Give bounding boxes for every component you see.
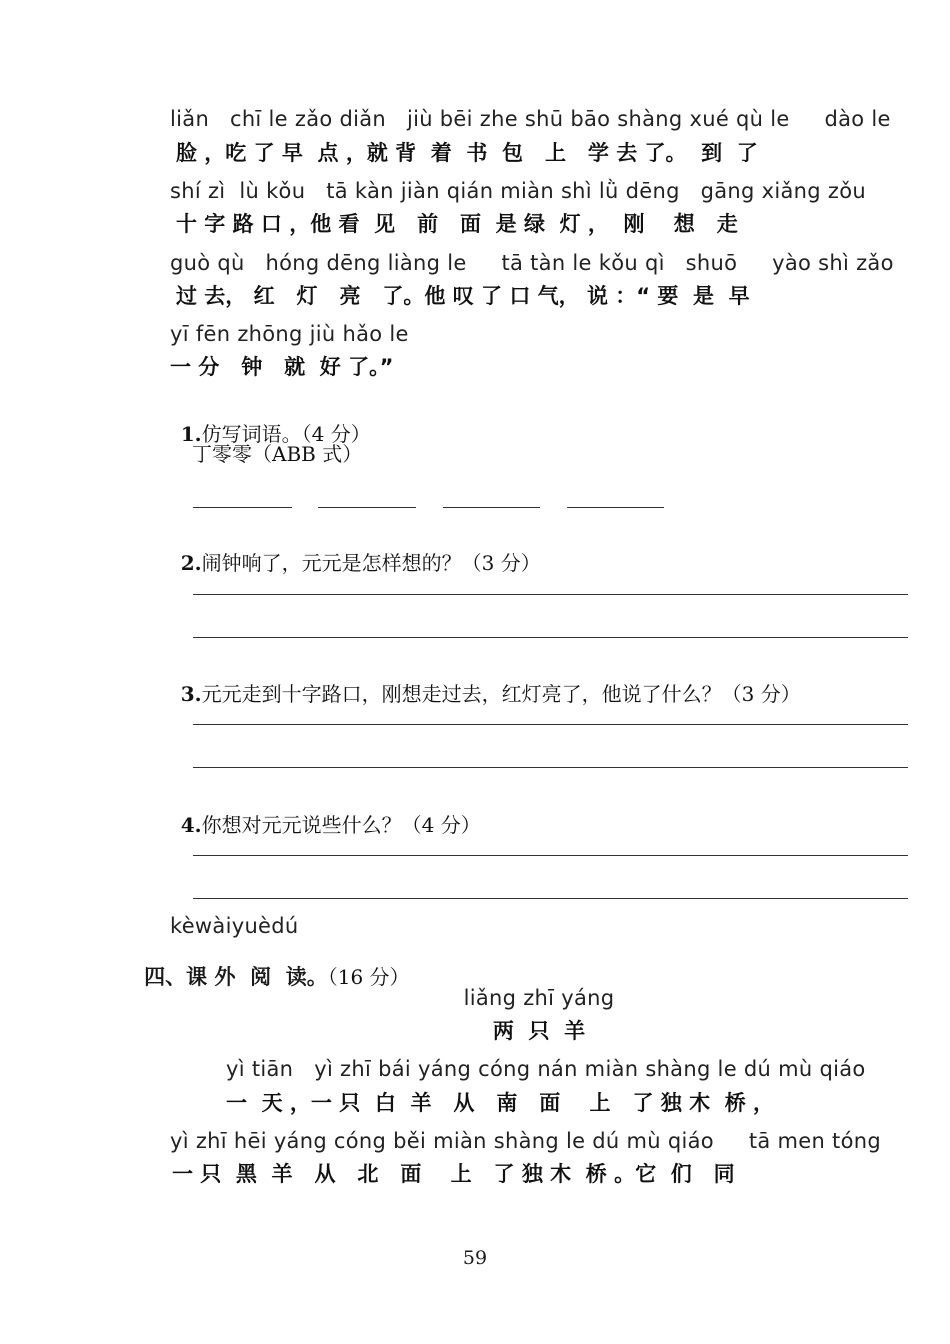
answer-line-4a[interactable]: [193, 855, 908, 856]
question-2: [168, 523, 541, 576]
answer-blank-2[interactable]: [318, 507, 416, 508]
passage2-title-pinyin: liǎng zhī yáng: [463, 986, 615, 1010]
answer-line-3a[interactable]: [193, 724, 908, 725]
question-3-number: 3.: [180, 682, 202, 706]
passage1-pinyin-row-4: yī fēn zhōng jiù hǎo le: [170, 322, 409, 346]
question-1-number: 1.: [180, 422, 202, 446]
answer-blank-1[interactable]: [193, 507, 292, 508]
question-2-text: 闹钟响了，元元是怎样想的？（3 分）: [201, 551, 541, 575]
answer-line-3b[interactable]: [193, 767, 908, 768]
passage1-hanzi-row-1: 脸 ，吃 了 早 点 ，就 背 着 书 包 上 学 去 了。 到 了: [176, 141, 758, 165]
section-4-pinyin: kèwàiyuèdú: [170, 914, 299, 938]
passage2-pinyin-row-1: yì tiān yì zhī bái yáng cóng nán miàn shàng le dú mù qiáo: [226, 1057, 866, 1081]
passage1-pinyin-row-3: guò qù hóng dēng liàng le tā tàn le kǒu qì shuō yào shì zǎo: [170, 251, 894, 275]
passage2-hanzi-row-1: 一 天 ，一 只 白 羊 从 南 面 上 了 独 木 桥 ，: [226, 1091, 775, 1115]
passage1-hanzi-row-3: 过 去， 红 灯 亮 了。他 叹 了 口 气， 说 ：“ 要 是 早: [176, 284, 750, 308]
passage1-pinyin-row-2: shí zì lù kǒu tā kàn jiàn qián miàn shì lǜ dēng gāng xiǎng zǒu: [170, 179, 866, 203]
question-4: [168, 785, 481, 838]
section-4-score: （16 分）: [327, 965, 410, 989]
question-3-text: 元元走到十字路口，刚想走过去，红灯亮了，他说了什么？（3 分）: [201, 682, 801, 706]
answer-blank-4[interactable]: [567, 507, 664, 508]
question-4-text: 你想对元元说些什么？（4 分）: [201, 813, 481, 837]
answer-line-2a[interactable]: [193, 594, 908, 595]
question-2-number: 2.: [180, 551, 202, 575]
passage1-hanzi-row-4: 一 分 钟 就 好 了。”: [170, 355, 394, 379]
question-1-text: 仿写词语。（4 分）: [201, 422, 371, 446]
passage2-title: 两 只 羊: [492, 1019, 586, 1043]
passage1-pinyin-row-1: liǎn chī le zǎo diǎn jiù bēi zhe shū bāo shàng xué qù le dào le: [170, 107, 891, 131]
question-3: [168, 654, 801, 707]
section-4-label: 四、课 外 阅 读。: [144, 965, 328, 989]
question-1-sub: 丁零零（ABB 式）: [192, 442, 363, 466]
answer-blank-3[interactable]: [443, 507, 540, 508]
passage1-hanzi-row-2: 十 字 路 口 ，他 看 见 前 面 是 绿 灯 ， 刚 想 走: [176, 212, 738, 236]
answer-line-2b[interactable]: [193, 637, 908, 638]
passage2-hanzi-row-2: 一 只 黑 羊 从 北 面 上 了 独 木 桥 。它 们 同: [172, 1162, 735, 1186]
page-number: 59: [462, 1247, 488, 1269]
section-4-heading: [134, 942, 410, 991]
answer-line-4b[interactable]: [193, 898, 908, 899]
question-4-number: 4.: [180, 813, 202, 837]
passage2-pinyin-row-2: yì zhī hēi yáng cóng běi miàn shàng le dú mù qiáo tā men tóng: [170, 1129, 881, 1153]
